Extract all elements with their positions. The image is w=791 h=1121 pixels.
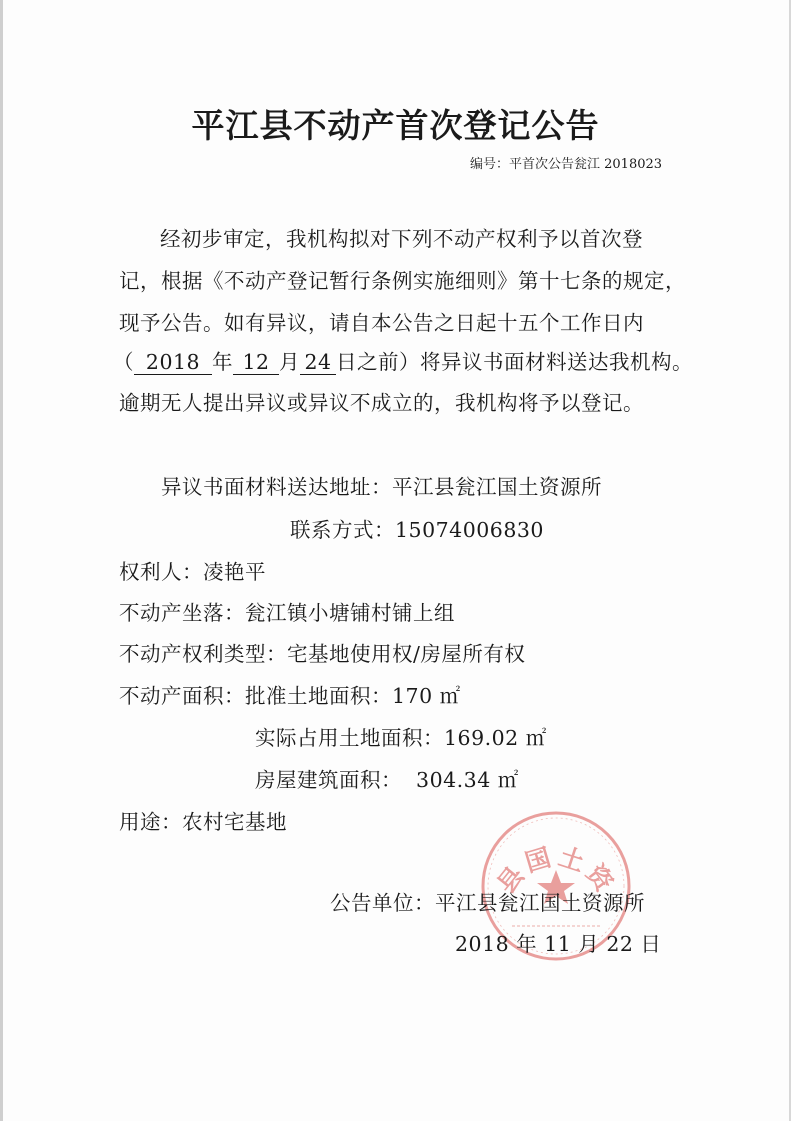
actual-area: 实际占用土地面积：169.02 ㎡	[255, 726, 547, 750]
location-row	[119, 596, 455, 626]
right-type-label: 不动产权利类型：	[119, 642, 287, 666]
approved-area: 批准土地面积：170 ㎡	[245, 684, 461, 708]
location-value: 瓮江镇小塘铺村铺上组	[245, 601, 455, 625]
document-number: 编号：平首次公告瓮江 2018023	[470, 157, 663, 172]
body-line-5: 逾期无人提出异议或异议不成立的，我机构将予以登记。	[119, 391, 644, 415]
body-line-1: 经初步审定，我机构拟对下列不动产权利予以首次登	[160, 227, 643, 251]
deadline-year: 2018	[134, 352, 212, 375]
usage-row	[119, 805, 287, 835]
issuer-row	[330, 886, 645, 916]
usage-value: 农村宅基地	[182, 810, 287, 834]
month-unit: 月	[279, 350, 300, 374]
line4-rest: 日之前）将异议书面材料送达我机构。	[336, 350, 693, 374]
owner-row	[119, 555, 266, 585]
contact-phone	[290, 513, 544, 543]
right-type-value: 宅基地使用权/房屋所有权	[287, 642, 526, 666]
address-label: 异议书面材料送达地址：	[161, 475, 392, 499]
body-line-2: 记，根据《不动产登记暂行条例实施细则》第十七条的规定，	[119, 269, 686, 293]
year-unit: 年	[212, 350, 233, 374]
scan-edge-left	[0, 0, 3, 1121]
issuer-label: 公告单位：	[330, 891, 435, 915]
body-line-4	[113, 345, 693, 375]
owner-value: 凌艳平	[203, 560, 266, 584]
body-line-3: 现予公告。如有异议，请自本公告之日起十五个工作日内	[119, 311, 644, 335]
deadline-month: 12	[233, 352, 279, 375]
location-label: 不动产坐落：	[119, 601, 245, 625]
document-title: 平江县不动产首次登记公告	[191, 106, 600, 145]
right-type-row	[119, 637, 525, 667]
objection-address	[161, 470, 602, 500]
deadline-day: 24	[300, 352, 336, 375]
seal-text: 县国土资	[491, 841, 622, 900]
building-area: 房屋建筑面积： 304.34 ㎡	[255, 768, 519, 792]
usage-label: 用途：	[119, 810, 182, 834]
owner-label: 权利人：	[119, 560, 203, 584]
phone-value: 15074006830	[395, 518, 544, 542]
paren-open: （	[113, 350, 134, 374]
address-value: 平江县瓮江国土资源所	[392, 475, 602, 499]
area-row	[119, 679, 461, 709]
notice-date: 2018 年 11 月 22 日	[455, 932, 662, 956]
issuer-value: 平江县瓮江国土资源所	[435, 891, 645, 915]
area-label: 不动产面积：	[119, 684, 245, 708]
phone-label: 联系方式：	[290, 518, 395, 542]
